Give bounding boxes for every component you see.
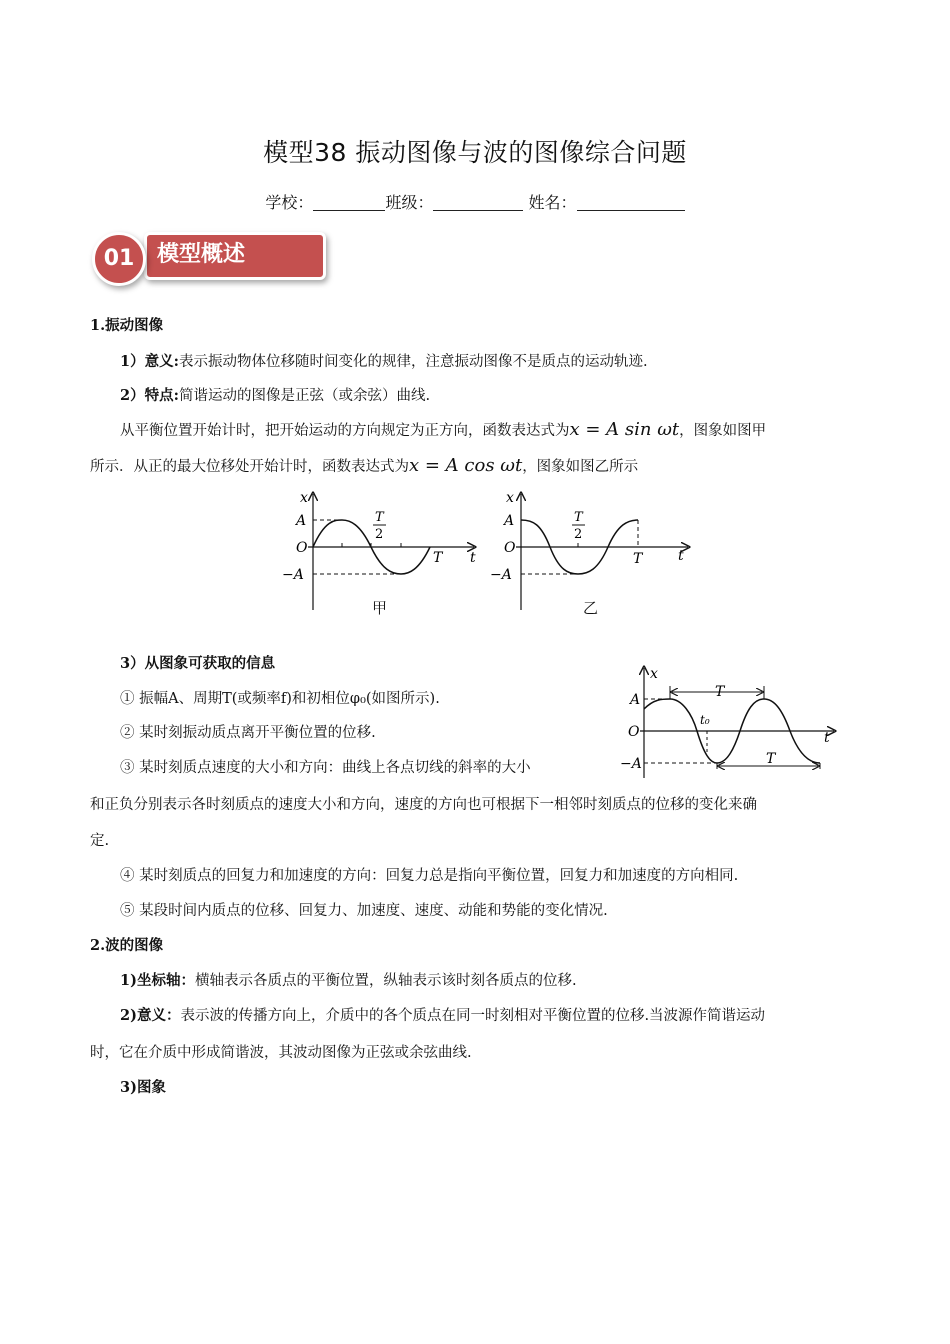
class-blank[interactable] — [433, 194, 523, 211]
heading-wave-graph: 2.波的图像 — [90, 937, 164, 954]
heading-information: 3）从图象可获取的信息 — [120, 655, 276, 672]
paragraph-meaning — [120, 350, 648, 371]
jia-label-A: A — [296, 513, 307, 529]
heading-wave-image: 3)图象 — [120, 1079, 166, 1096]
info-label-A: A — [630, 692, 641, 708]
info-item-2: ② 某时刻振动质点离开平衡位置的位移. — [120, 725, 376, 741]
student-info-row — [0, 190, 950, 213]
jia-label-T2-den: 2 — [375, 527, 384, 542]
cos-text-end: ，图象如图乙所示 — [522, 459, 639, 475]
section-title-banner: 模型概述 — [144, 232, 326, 280]
yi-label-T2-num: T — [574, 510, 583, 525]
axes-text: 横轴表示各质点的平衡位置，纵轴表示该时刻各质点的位移. — [194, 973, 577, 989]
info-label-t: t — [824, 730, 830, 746]
meaning-text: 表示振动物体位移随时间变化的规律，注意振动图像不是质点的运动轨迹. — [178, 354, 648, 370]
info-label-x: x — [650, 666, 658, 682]
info-item-3b: 和正负分别表示各时刻质点的速度大小和方向，速度的方向也可根据下一相邻时刻质点的位移的变化来确 — [90, 797, 757, 813]
figure-amplitude-period-graph — [612, 664, 844, 784]
info-label-O: O — [628, 724, 640, 740]
info-label-t0: t₀ — [700, 713, 710, 727]
caption-jia: 甲 — [372, 599, 388, 617]
sine-text-end: ，图象如图甲 — [679, 423, 767, 439]
section-number-badge: 01 — [92, 232, 146, 286]
yi-label-t: t — [678, 548, 684, 564]
axes-label: 1)坐标轴： — [120, 972, 195, 989]
feature-text: 简谐运动的图像是正弦（或余弦）曲线. — [178, 388, 431, 404]
class-label: 班级： — [385, 193, 434, 212]
info-label-T-top: T — [715, 684, 725, 700]
info-item-4: ④ 某时刻质点的回复力和加速度的方向：回复力总是指向平衡位置，回复力和加速度的方向相同. — [120, 868, 739, 884]
jia-label-O: O — [296, 540, 308, 556]
formula-sine: x = A sin ωt — [569, 419, 680, 440]
yi-label-T: T — [633, 551, 643, 567]
name-blank[interactable] — [577, 194, 685, 211]
yi-label-O: O — [504, 540, 516, 556]
info-item-3a: ③ 某时刻质点速度的大小和方向：曲线上各点切线的斜率的大小 — [120, 760, 531, 776]
formula-cosine: x = A cos ωt — [409, 455, 523, 476]
jia-label-T: T — [433, 550, 443, 566]
wave-meaning-text: 表示波的传播方向上，介质中的各个质点在同一时刻相对平衡位置的位移.当波源作简谐运动 — [180, 1008, 766, 1024]
paragraph-wave-meaning — [120, 1004, 765, 1025]
yi-label-negA: −A — [490, 567, 512, 583]
paragraph-axes — [120, 969, 577, 990]
heading-vibration-graph: 1.振动图像 — [90, 317, 164, 334]
feature-label: 2）特点: — [120, 387, 179, 404]
info-item-5: ⑤ 某段时间内质点的位移、回复力、加速度、速度、动能和势能的变化情况. — [120, 903, 608, 919]
wave-meaning-label: 2)意义： — [120, 1007, 181, 1024]
cos-text: 所示．从正的最大位移处开始计时，函数表达式为 — [90, 459, 409, 475]
school-blank[interactable] — [313, 194, 385, 211]
name-label: 姓名： — [528, 193, 577, 212]
meaning-label: 1）意义: — [120, 353, 179, 370]
info-label-negA: −A — [620, 756, 642, 772]
jia-label-negA: −A — [282, 567, 304, 583]
jia-label-x: x — [300, 490, 308, 506]
info-label-T-bottom: T — [766, 751, 776, 767]
jia-label-t: t — [470, 550, 476, 566]
paragraph-sine-start — [120, 419, 766, 440]
sine-text: 从平衡位置开始计时，把开始运动的方向规定为正方向，函数表达式为 — [120, 423, 570, 439]
yi-label-A: A — [504, 513, 515, 529]
caption-yi: 乙 — [583, 599, 599, 617]
school-label: 学校： — [265, 193, 314, 212]
yi-label-x: x — [506, 490, 514, 506]
paragraph-wave-meaning-cont: 时，它在介质中形成简谐波，其波动图像为正弦或余弦曲线. — [90, 1045, 472, 1061]
info-item-1: ① 振幅A、周期T(或频率f)和初相位φ₀(如图所示). — [120, 691, 440, 707]
page-title: 模型38 振动图像与波的图像综合问题 — [263, 138, 687, 167]
yi-label-T2-den: 2 — [574, 527, 583, 542]
paragraph-feature — [120, 384, 430, 405]
info-item-3c: 定. — [90, 833, 110, 849]
paragraph-cos-start — [90, 455, 638, 476]
jia-label-T2-num: T — [375, 510, 384, 525]
